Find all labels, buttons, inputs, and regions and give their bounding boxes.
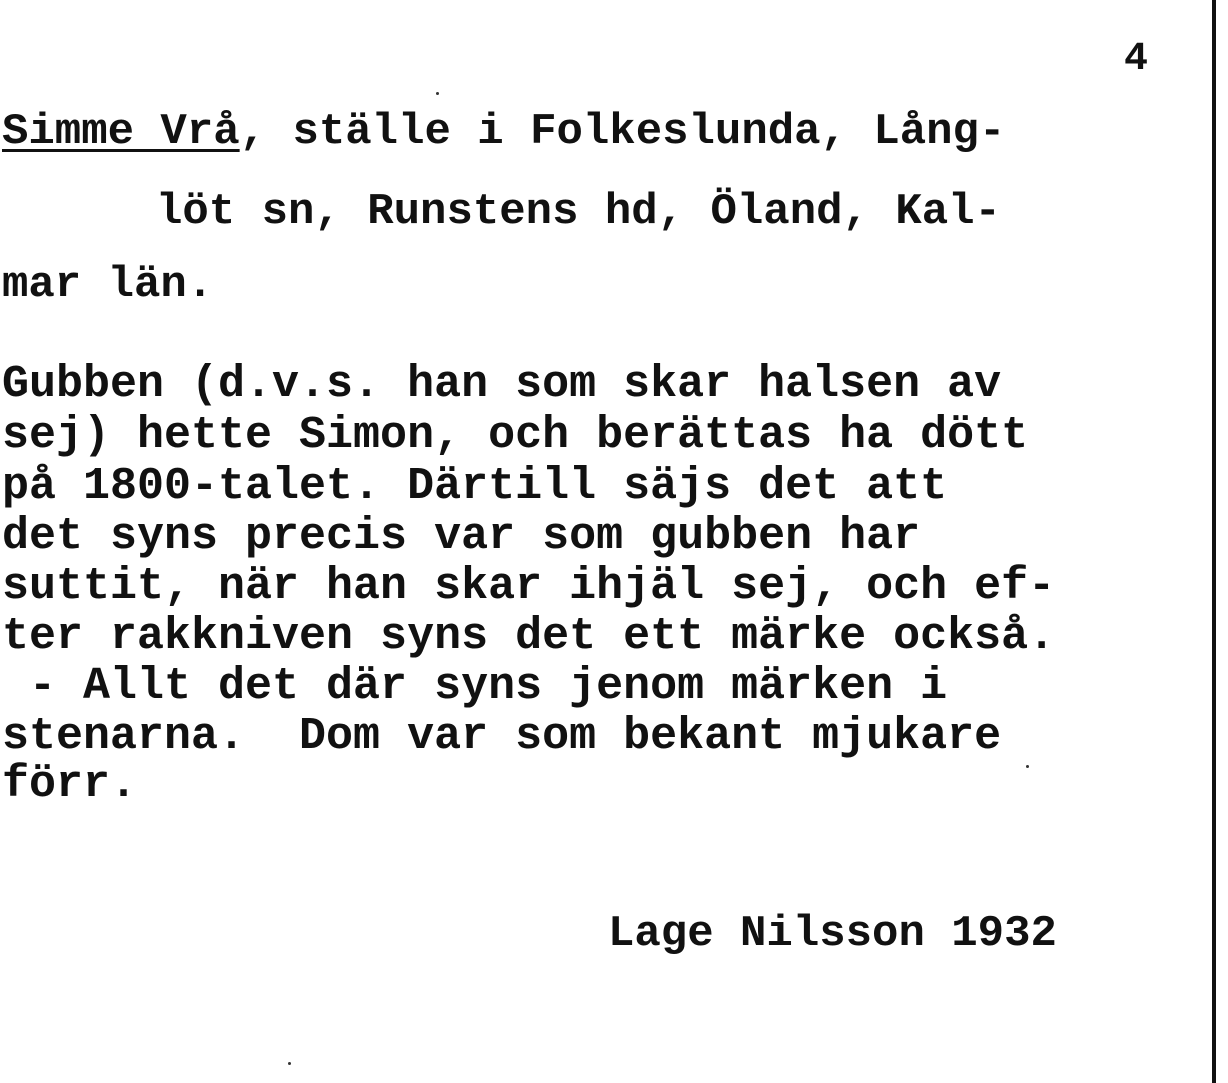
body-line-5: suttit, när han skar ihjäl sej, och ef- [2, 561, 1056, 612]
body-line-3: på 1800-talet. Därtill säjs det att [2, 461, 948, 512]
heading-line-1 [2, 107, 1006, 157]
body-line-6: ter rakkniven syns det ett märke också. [2, 611, 1056, 662]
body-line-2: sej) hette Simon, och berättas ha dött [2, 410, 1029, 461]
body-line-4: det syns precis var som gubben har [2, 511, 921, 562]
heading-line-3: mar län. [2, 260, 214, 310]
paper-speck [436, 92, 439, 95]
place-name: Simme Vrå [2, 107, 240, 157]
body-line-7: - Allt det där syns jenom märken i [2, 661, 948, 712]
paper-speck [1026, 765, 1029, 768]
heading-line-1-rest: , ställe i Folkeslunda, Lång- [239, 107, 1006, 157]
body-line-8: stenarna. Dom var som bekant mjukare [2, 711, 1002, 762]
signature: Lage Nilsson 1932 [608, 909, 1057, 959]
paper-speck [288, 1062, 291, 1065]
heading-line-2: löt sn, Runstens hd, Öland, Kal- [156, 187, 1001, 237]
page-number: 4 [1124, 37, 1149, 82]
body-line-9: förr. [2, 759, 138, 810]
card-right-border [1212, 0, 1216, 1083]
body-line-1: Gubben (d.v.s. han som skar halsen av [2, 359, 1002, 410]
